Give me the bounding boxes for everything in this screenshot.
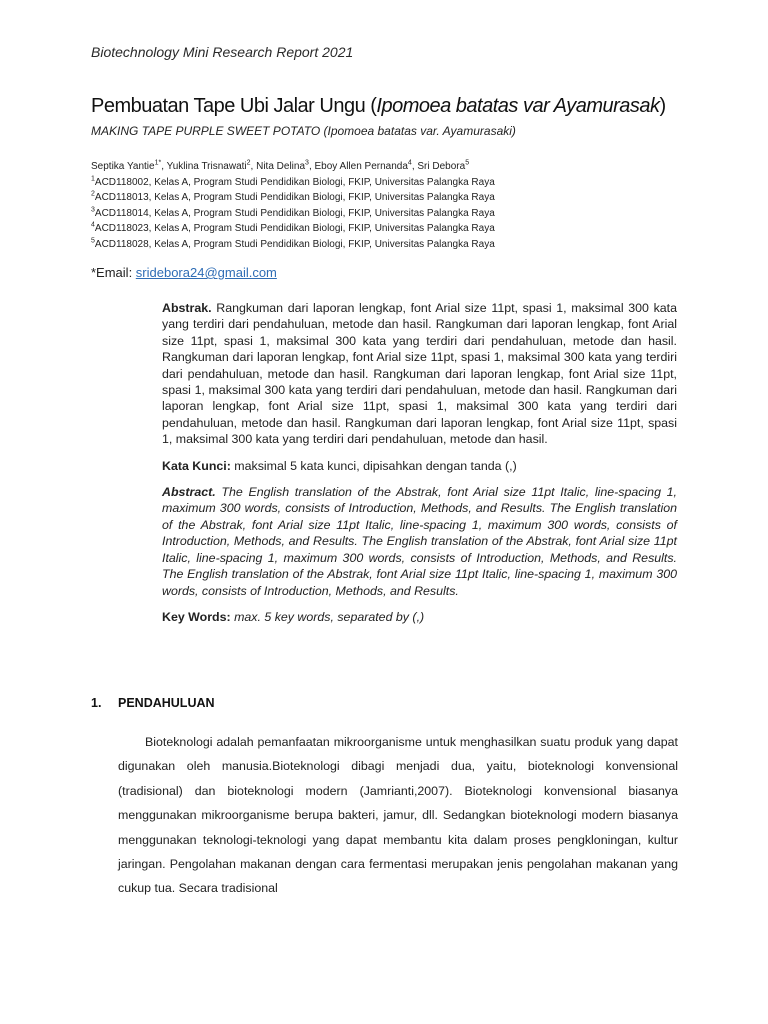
author-name: Sri Debora: [417, 161, 466, 172]
email-link[interactable]: sridebora24@gmail.com: [135, 265, 277, 280]
affiliation-text: ACD118013, Kelas A, Program Studi Pendidikan Biologi, FKIP, Universitas Palangka Raya: [94, 192, 495, 203]
abstract-id-text: Rangkuman dari laporan lengkap, font Arial size 11pt, spasi 1, maksimal 300 kata yang terdiri dari pendahuluan, metode dan hasil. Rangkuman dari laporan lengkap, font Arial size 11pt, spasi 1, maksimal 300 kata yang terdiri dari pendahuluan, metode dan hasil. Rangkuman dari laporan lengkap, font Arial size 11pt, spasi 1, maksimal 300 kata yang terdiri dari pendahuluan, metode dan hasil. Rangkuman dari laporan lengkap, font Arial size 11pt, spasi 1, maksimal 300 kata yang terdiri dari pendahuluan, metode dan hasil. Rangkuman dari laporan lengkap, font Arial size 11pt, spasi 1, maksimal 300 kata yang terdiri dari pendahuluan, metode dan hasil. Rangkuman dari laporan lengkap, font Arial size 11pt, spasi 1, maksimal 300 kata yang terdiri dari pendahuluan, metode dan hasil.: [162, 301, 677, 447]
paper-subtitle: MAKING TAPE PURPLE SWEET POTATO (Ipomoea batatas var. Ayamurasaki): [91, 124, 516, 138]
body-paragraph: Bioteknologi adalah pemanfaatan mikroorganisme untuk menghasilkan suatu produk yang dapat digunakan oleh manusia.Bioteknologi dibagi menjadi dua, yaitu, bioteknologi konvensional (tradisional) dan bioteknologi modern (Jamrianti,2007). Bioteknologi konvensional biasanya menggunakan mikroorganisme berupa bakteri, jamur, dll. Sedangkan bioteknologi modern biasanya menggunakan teknologi-teknologi yang dapat membantu kita dalam proses pengkloningan, kultur jaringan. Pengolahan makanan dengan cara fermentasi merupakan jenis pengolahan makanan yang cukup tua. Secara tradisional: [118, 735, 678, 896]
author-list: [91, 159, 495, 175]
abstract-en-label: Abstract.: [162, 485, 216, 500]
keywords-indonesian: [162, 458, 677, 474]
affiliation-line: [91, 206, 495, 222]
author-name: Yuklina Trisnawati: [166, 161, 247, 172]
author-name: Nita Delina: [256, 161, 306, 172]
section-title: PENDAHULUAN: [118, 696, 215, 710]
abstract-indonesian: [162, 300, 677, 448]
affiliation-sup: 4: [91, 221, 95, 229]
author-separator: ,: [308, 161, 315, 172]
section-heading: [91, 696, 215, 710]
abstract-english: [162, 484, 677, 599]
running-header: Biotechnology Mini Research Report 2021: [91, 44, 354, 60]
affiliation-line: [91, 175, 495, 191]
author-separator: ,: [250, 161, 257, 172]
author-separator: ,: [161, 161, 167, 172]
affiliation-text: ACD118014, Kelas A, Program Studi Pendidikan Biologi, FKIP, Universitas Palangka Raya: [94, 207, 495, 219]
title-close: ): [659, 95, 666, 117]
author-sup: 1*: [154, 159, 162, 167]
affiliation-sup: 1: [91, 175, 95, 183]
affiliation-text: ACD118028, Kelas A, Program Studi Pendidikan Biologi, FKIP, Universitas Palangka Raya: [94, 238, 495, 250]
affiliation-line: [91, 237, 495, 253]
keywords-id-text: maksimal 5 kata kunci, dipisahkan dengan tanda (,): [230, 458, 517, 473]
email-label: *Email:: [91, 265, 136, 280]
author-block: [91, 159, 495, 252]
affiliation-sup: 5: [91, 237, 95, 245]
author-name: Eboy Allen Pernanda: [314, 161, 408, 172]
affiliation-sup: 2: [91, 190, 95, 198]
keywords-id-label: Kata Kunci:: [162, 458, 231, 473]
contact-email: [91, 265, 277, 280]
affiliation-sup: 3: [91, 206, 95, 214]
section-number: 1.: [91, 696, 102, 710]
affiliation-text: ACD118023, Kelas A, Program Studi Pendidikan Biologi, FKIP, Universitas Palangka Raya: [94, 223, 495, 234]
abstract-en-text: The English translation of the Abstrak, font Arial size 11pt Italic, line-spacing 1, maximum 300 words, consists of Introduction, Methods, and Results. The English translation of the Abstrak, font Arial size 11pt Italic, line-spacing 1, maximum 300 words, consists of Introduction, Methods, and Results. The English translation of the Abstrak, font Arial size 11pt Italic, line-spacing 1, maximum 300 words, consists of Introduction, Methods, and Results. The English translation of the Abstrak, font Arial size 11pt Italic, line-spacing 1, maximum 300 words, consists of Introduction, Methods, and Results.: [162, 485, 677, 598]
title-main: Pembuatan Tape Ubi Jalar Ungu (: [91, 95, 377, 117]
affiliation-line: [91, 221, 495, 237]
abstract-section: [162, 300, 677, 625]
author-sup: 3: [305, 159, 309, 167]
keywords-en-text: max. 5 key words, separated by (,): [230, 609, 425, 624]
abstract-id-label: Abstrak.: [162, 301, 212, 315]
keywords-en-label: Key Words:: [162, 609, 231, 624]
author-sup: 2: [246, 159, 251, 167]
author-name: Septika Yantie: [91, 161, 155, 172]
affiliation-line: [91, 190, 495, 206]
author-separator: ,: [411, 161, 418, 172]
author-sup: 5: [465, 159, 470, 167]
keywords-english: [162, 609, 677, 625]
title-species: Ipomoea batatas var Ayamurasak: [376, 95, 660, 117]
author-sup: 4: [407, 159, 412, 167]
affiliation-text: ACD118002, Kelas A, Program Studi Pendidikan Biologi, FKIP, Universitas Palangka Raya: [94, 176, 495, 188]
paper-title: [91, 95, 666, 118]
